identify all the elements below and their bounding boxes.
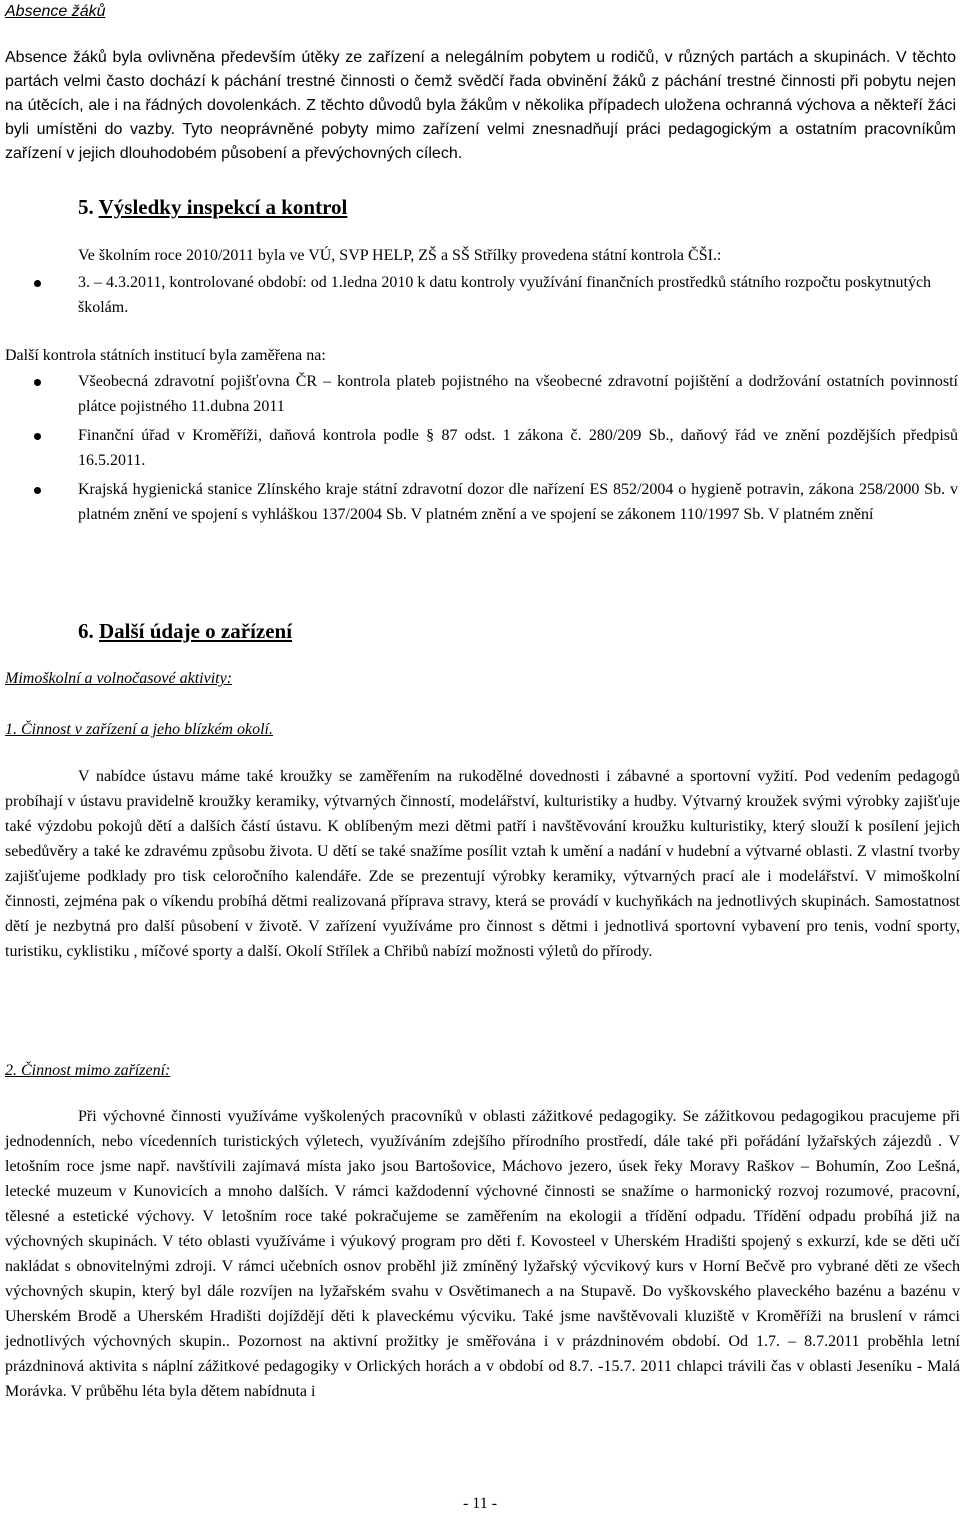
bullet-icon bbox=[34, 280, 41, 287]
sub2-heading: 2. Činnost mimo zařízení: bbox=[5, 1062, 171, 1079]
section5-bullet-list bbox=[78, 270, 958, 320]
section5-number: 5. bbox=[78, 195, 94, 219]
sub1-paragraph: V nabídce ústavu máme také kroužky se zaměřením na rukodělné dovednosti i zábavné a sportovní vyžití. Pod vedením pedagogů probíhají v ústavu pravidelně kroužky keramiky, výtvarných činností, modelářství, kulturistiky a hudby. Výtvarný kroužek svými výrobky zajišťuje také výzdobu pokojů dětí a dalších částí ústavu. K oblíbeným mezi dětmi patří i navštěvování kroužku kulturistiky, který slouží k posílení jejich sebedůvěry a také ke zdravému způsobu života. U dětí se také snažíme posílit vztah k umění a nadání v hudební a výtvarné oblasti. Z vlastní tvorby zajišťujeme podklady pro tisk celoročního kalendáře. Zde se prezentují výrobky keramiky, výtvarných prací ale i modelářství. V mimoškolní činnosti, zejména pak o víkendu probíhá dětmi realizovaná příprava stravy, která se provádí v kuchyňkách na jednotlivých skupinách. Samostatnost dětí je nezbytná pro další působení v životě. V zařízení využíváme pro činnost s dětmi i jednotlivá sportovní vybavení pro tenis, vodní sporty, turistiku, cyklistiku , míčové sporty a další. Okolí Střílek a Chřibů nabízí možnosti výletů do přírody. bbox=[5, 768, 960, 960]
bullet-icon bbox=[34, 379, 41, 386]
section6-subheading: Mimoškolní a volnočasové aktivity: bbox=[5, 670, 233, 687]
bullet-icon bbox=[34, 433, 41, 440]
section5-title: Výsledky inspekcí a kontrol bbox=[98, 195, 348, 219]
list-item: Všeobecná zdravotní pojišťovna ČR – kontrola plateb pojistného na všeobecné zdravotní pojištění a dodržování ostatních povinností plátce pojistného 11.dubna 2011 bbox=[78, 369, 958, 419]
absence-paragraph: Absence žáků byla ovlivněna především útěky ze zařízení a nelegálním pobytem u rodičů, v různých partách a skupinách. V těchto partách velmi často dochází k páchání trestné činnosti o čemž svědčí řada obvinění žáků z páchání trestné činnosti při pobytu nejen na útěcích, ale i na řádných dovolenkách. Z těchto důvodů byla žákům v několika případech uložena ochranná výchova a někteří žáci byli umístěni do vazby. Tyto neoprávněné pobyty mimo zařízení velmi znesnadňují práci pedagogickým a ostatním pracovníkům zařízení v jejich dlouhodobém působení a převýchovných cílech. bbox=[5, 49, 956, 162]
section5-intro: Ve školním roce 2010/2011 byla ve VÚ, SVP HELP, ZŠ a SŠ Střílky provedena státní kontrola ČŠI.: bbox=[78, 247, 722, 264]
list-item: 3. – 4.3.2011, kontrolované období: od 1.ledna 2010 k datu kontroly využívání finančních prostředků státního rozpočtu poskytnutých školám. bbox=[78, 270, 958, 320]
bullet-icon bbox=[34, 487, 41, 494]
sub1-heading: 1. Činnost v zařízení a jeho blízkém okolí. bbox=[5, 721, 273, 738]
section6-number: 6. bbox=[78, 619, 94, 643]
sub2-paragraph: Při výchovné činnosti využíváme vyškolených pracovníků v oblasti zážitkové pedagogiky. Se zážitkovou pedagogikou pracujeme při jednodenních, nebo vícedenních turistických výletech, využíváním zdejšího přírodního prostředí, dále také při pořádání lyžařských zájezdů . V letošním roce jsme např. navštívili zajímavá místa jako jsou Bartošovice, Máchovo jezero, úsek řeky Moravy Raškov – Bohumín, Zoo Lešná, letecké muzeum v Kunovicích a mnoho dalších. V rámci každodenní výchovné činnosti se snažíme o harmonický rozvoj rozumové, pracovní, tělesné a estetické výchovy. V letošním roce také pokračujeme se zaměřením na ekologii a třídění odpadu. Třídění odpadu probíhá již na výchovných skupinách. V této oblasti využíváme i výukový program pro děti f. Kovosteel v Uherském Hradišti spojený s exkurzí, kde se děti učí nakládat s obnovitelnými zdroji. V rámci učebních osnov proběhl již zmíněný lyžařský výcvikový kurs v Horní Bečvě pro vybrané děti ze všech výchovných skupin, který byl dále rozvíjen na lyžařském svahu v Osvětimanech a na Stupavě. Do vyškovského plaveckého bazénu a bazénu v Uherském Brodě a Uherském Hradišti dojíždějí děti k plaveckému výcviku. Také jsme navštěvovali kluziště v Kroměříži na bruslení v rámci jednotlivých výchovných skupin.. Pozornost na aktivní prožitky je směřována i v prázdninovém období. Od 1.7. – 8.7.2011 proběhla letní prázdninová aktivita s náplní zážitkové pedagogiky v Orlických horách a v období od 8.7. -15.7. 2011 chlapci trávili čas v oblasti Jeseníku - Malá Morávka. V průběhu léta byla dětem nabídnuta i bbox=[5, 1108, 960, 1400]
page-number: - 11 - bbox=[462, 1495, 498, 1512]
section5-further-intro: Další kontrola státních institucí byla zaměřena na: bbox=[5, 347, 326, 364]
absence-heading: Absence žáků bbox=[5, 3, 106, 20]
list-item: Finanční úřad v Kroměříži, daňová kontrola podle § 87 odst. 1 zákona č. 280/209 Sb., daňový řád ve znění pozdějších předpisů 16.5.2011. bbox=[78, 423, 958, 473]
section5-heading bbox=[78, 194, 347, 220]
section6-title: Další údaje o zařízení bbox=[99, 619, 293, 643]
list-item: Krajská hygienická stanice Zlínského kraje státní zdravotní dozor dle nařízení ES 852/2004 o hygieně potravin, zákona 258/2000 Sb. v platném znění ve spojení s vyhláškou 137/2004 Sb. V platném znění a ve spojení se zákonem 110/1997 Sb. V platném znění bbox=[78, 477, 958, 527]
section6-heading bbox=[78, 618, 292, 644]
inspection-list bbox=[78, 369, 958, 527]
